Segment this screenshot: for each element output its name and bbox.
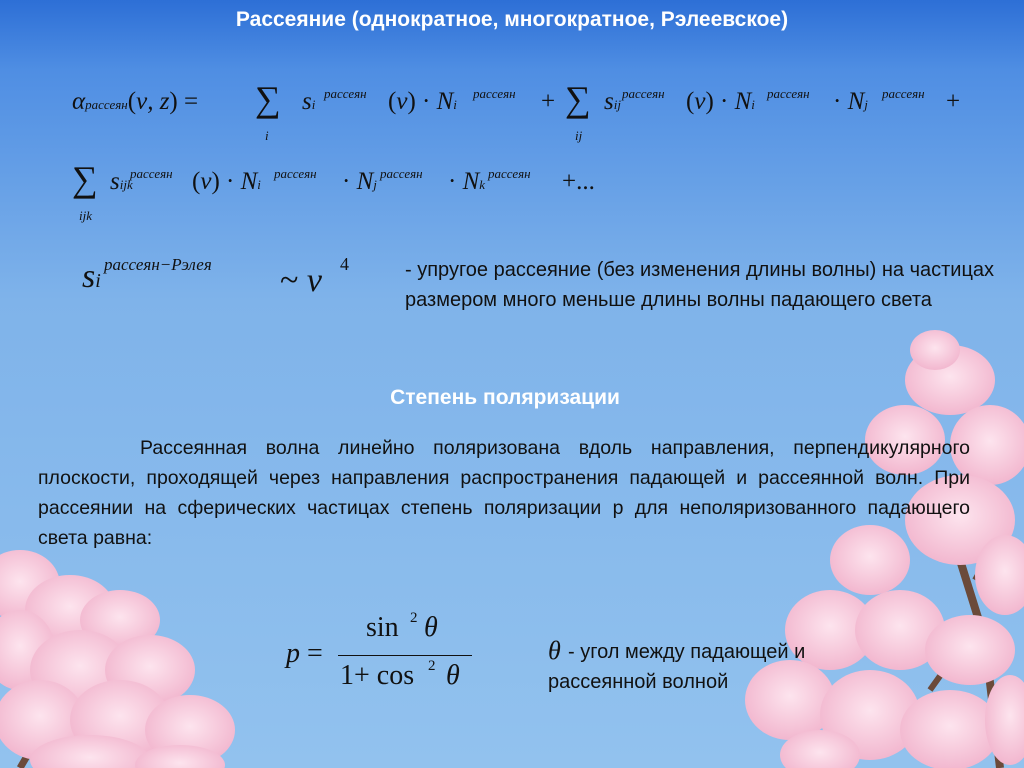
sum-symbol-i: ∑	[255, 79, 281, 119]
denominator: 1+ cos	[340, 660, 415, 691]
cherry-blossom-left	[0, 550, 235, 768]
sup-si: рассеян	[324, 86, 367, 101]
sup-ni-3: рассеян	[274, 166, 317, 181]
sup-nj-2: рассеян	[380, 166, 423, 181]
slide-title: Рассеяние (однократное, многократное, Рэлеевское)	[235, 8, 789, 31]
rayleigh-exponent: 4	[340, 254, 349, 274]
sup-nk: рассеян	[488, 166, 531, 181]
sup-sijk: рассеян	[130, 166, 173, 181]
term-nj: · Nj	[833, 88, 868, 115]
denominator-exp: 2	[428, 658, 436, 674]
sum-symbol-ij: ∑	[565, 79, 591, 119]
sup-ni: рассеян	[473, 86, 516, 101]
polarization-paragraph: Рассеянная волна линейно поляризована вдоль направления, перпендикулярного плоскости, проходящей через направления распространения падающей и рассеянной волн. При рассеянии на сферических частицах степень поляризации p для неполяризованного падающего света равна:	[38, 437, 970, 549]
theta-note: - угол между падающей и рассеянной волной	[548, 641, 806, 693]
plus-2: +	[946, 88, 961, 115]
sum-index-ijk: ijk	[79, 208, 92, 223]
term-sijk-arg: (ν) · Ni	[192, 168, 261, 195]
sup-nj: рассеян	[882, 86, 925, 101]
sum-index-i: i	[265, 128, 269, 143]
sum-symbol-ijk: ∑	[72, 159, 98, 199]
plus-1: +	[541, 88, 556, 115]
sup-ni-2: рассеян	[767, 86, 810, 101]
sum-index-ij: ij	[575, 128, 583, 143]
denominator-theta: θ	[446, 660, 460, 691]
rayleigh-sup: рассеян−Рэлея	[104, 255, 212, 274]
term-si-arg: (ν) · Ni	[388, 88, 457, 115]
rayleigh-proportional: ~ ν	[280, 262, 322, 299]
numerator-exp: 2	[410, 610, 418, 626]
theta-symbol: θ	[548, 636, 561, 665]
polarization-heading: Степень поляризации	[390, 386, 620, 409]
term-sij-arg: (ν) · Ni	[686, 88, 755, 115]
fraction-bar	[338, 655, 472, 656]
sup-sij: рассеян	[622, 86, 665, 101]
term-nj-2: · Nj	[342, 168, 377, 195]
term-sij: sij	[604, 88, 621, 115]
rayleigh-s: si	[82, 258, 101, 295]
term-sijk: sijk	[110, 168, 133, 195]
numerator: sin	[366, 612, 399, 643]
p-equals: p =	[286, 638, 323, 669]
term-nk: · Nk	[448, 168, 486, 195]
rayleigh-note: - упругое рассеяние (без изменения длины волны) на частицах размером много меньше длины волны падающего света	[405, 259, 995, 311]
term-si: si	[302, 88, 316, 115]
formula-line-1: αрассеян(ν, z) =	[72, 88, 199, 115]
numerator-theta: θ	[424, 612, 438, 643]
plus-ellipsis: +...	[562, 168, 595, 195]
